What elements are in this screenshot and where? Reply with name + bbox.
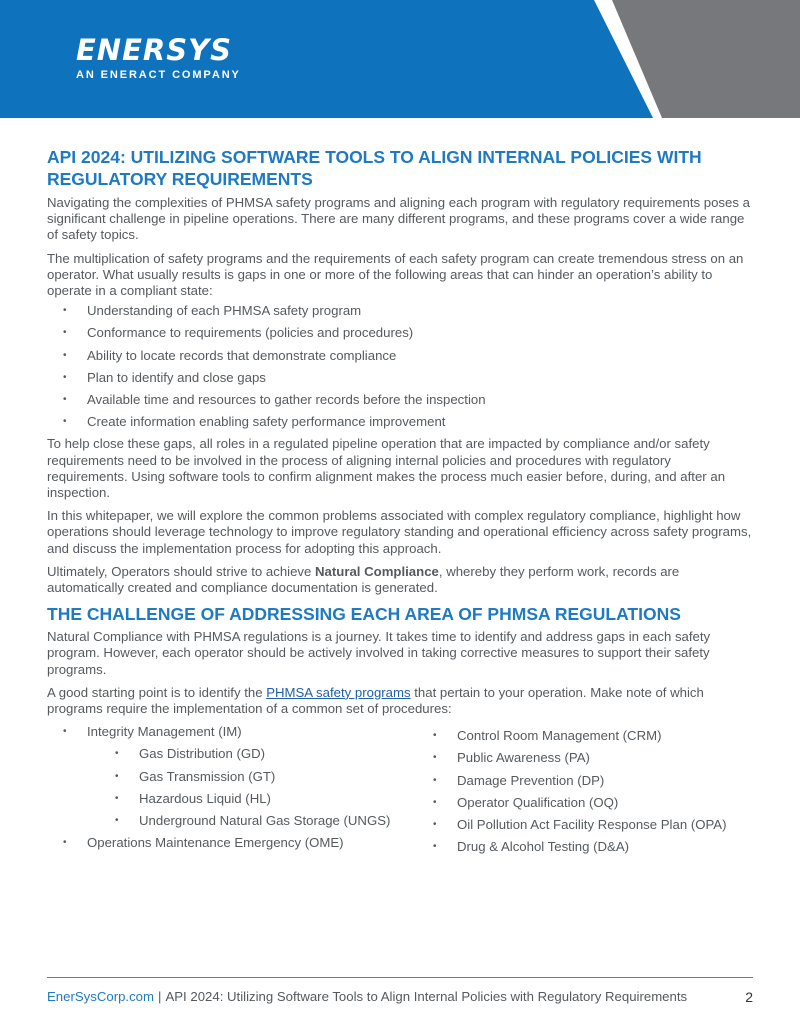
list-item: • Create information enabling safety performance improvement	[47, 414, 753, 430]
paragraph-text: , whereby they perform work, records are automatically created and compliance documentation is generated.	[47, 563, 680, 596]
intro-paragraph-2: The multiplication of safety programs and the requirements of each safety program can create tremendous stress on an operator. What usually results is gaps in one or more of the following areas that can hinder an operation’s ability to operate in a compliant state:	[47, 250, 744, 299]
paragraph-text: A good starting point is to identify the	[47, 684, 267, 700]
phmsa-programs-link[interactable]: PHMSA safety programs	[266, 684, 411, 700]
programs-columns	[47, 724, 753, 861]
list-item: • Underground Natural Gas Storage (UNGS)	[47, 813, 417, 829]
list-item: • Hazardous Liquid (HL)	[47, 791, 417, 807]
page-header	[0, 0, 800, 118]
paragraph-text: that pertain to your operation. Make note of which programs require the implementation of a common set of procedures:	[47, 684, 704, 717]
list-item: • Available time and resources to gather records before the inspection	[47, 392, 753, 408]
intro-paragraph-1: Navigating the complexities of PHMSA safety programs and aligning each program with regulatory requirements poses a significant challenge in pipeline operations. There are many different programs, and these programs cover a wide range of safety topics.	[47, 195, 750, 243]
list-item: • Plan to identify and close gaps	[47, 370, 753, 386]
paragraph-text: Ultimately, Operators should strive to achieve	[47, 563, 316, 579]
list-item: • Damage Prevention (DP)	[417, 773, 753, 789]
list-item: • Conformance to requirements (policies and procedures)	[47, 325, 753, 341]
natural-compliance-term: Natural Compliance	[315, 563, 439, 579]
logo-name: ENERSYS	[76, 33, 232, 67]
body-paragraph-1: To help close these gaps, all roles in a regulated pipeline operation that are impacted by compliance and/or safety requirements need to be involved in the process of aligning internal policies and procedures with regulatory requirements. Using software tools to confirm alignment makes the process much easier before, during, and after an inspection.	[47, 436, 726, 501]
list-item: • Control Room Management (CRM)	[417, 728, 753, 744]
page-footer	[47, 988, 753, 1006]
page-title: API 2024: UTILIZING SOFTWARE TOOLS TO ALIGN INTERNAL POLICIES WITH REGULATORY REQUIREMENTS	[47, 147, 702, 189]
list-item: • Public Awareness (PA)	[417, 750, 753, 766]
section-heading: THE CHALLENGE OF ADDRESSING EACH AREA OF PHMSA REGULATIONS	[47, 604, 681, 625]
section-paragraph-1: Natural Compliance with PHMSA regulations is a journey. It takes time to identify and address gaps in each safety program. However, each operator should be actively involved in taking corrective measures to support their safety programs.	[47, 629, 711, 677]
page-number: 2	[745, 989, 753, 1005]
natural-compliance-paragraph	[47, 564, 753, 596]
section-paragraph-2	[47, 685, 753, 717]
footer-divider	[47, 977, 753, 978]
list-item: • Oil Pollution Act Facility Response Plan (OPA)	[417, 817, 753, 833]
logo-tagline: AN ENERACT COMPANY	[76, 69, 241, 81]
footer-site-link[interactable]: EnerSysCorp.com	[47, 989, 155, 1004]
gap-list	[47, 303, 753, 430]
list-item: • Operator Qualification (OQ)	[417, 795, 753, 811]
list-item: • Gas Transmission (GT)	[47, 769, 417, 785]
programs-right-list	[417, 724, 753, 861]
list-item: • Operations Maintenance Emergency (OME)	[47, 835, 417, 851]
body-paragraph-2: In this whitepaper, we will explore the common problems associated with complex regulatory compliance, highlight how operations should leverage technology to improve regulatory standing and operational efficiency across safety programs, and discuss the implementation process for adopting this approach.	[47, 508, 752, 556]
list-item: • Understanding of each PHMSA safety program	[47, 303, 753, 319]
list-item: • Gas Distribution (GD)	[47, 746, 417, 762]
list-item: • Drug & Alcohol Testing (D&A)	[417, 839, 753, 855]
list-item: • Ability to locate records that demonstrate compliance	[47, 348, 753, 364]
main-content	[47, 146, 753, 862]
programs-left-list	[47, 724, 417, 861]
enersys-logo	[76, 34, 241, 82]
footer-separator: |	[158, 989, 162, 1004]
footer-title: API 2024: Utilizing Software Tools to Align Internal Policies with Regulatory Requirements	[165, 989, 688, 1004]
list-item: • Integrity Management (IM)	[47, 724, 417, 740]
